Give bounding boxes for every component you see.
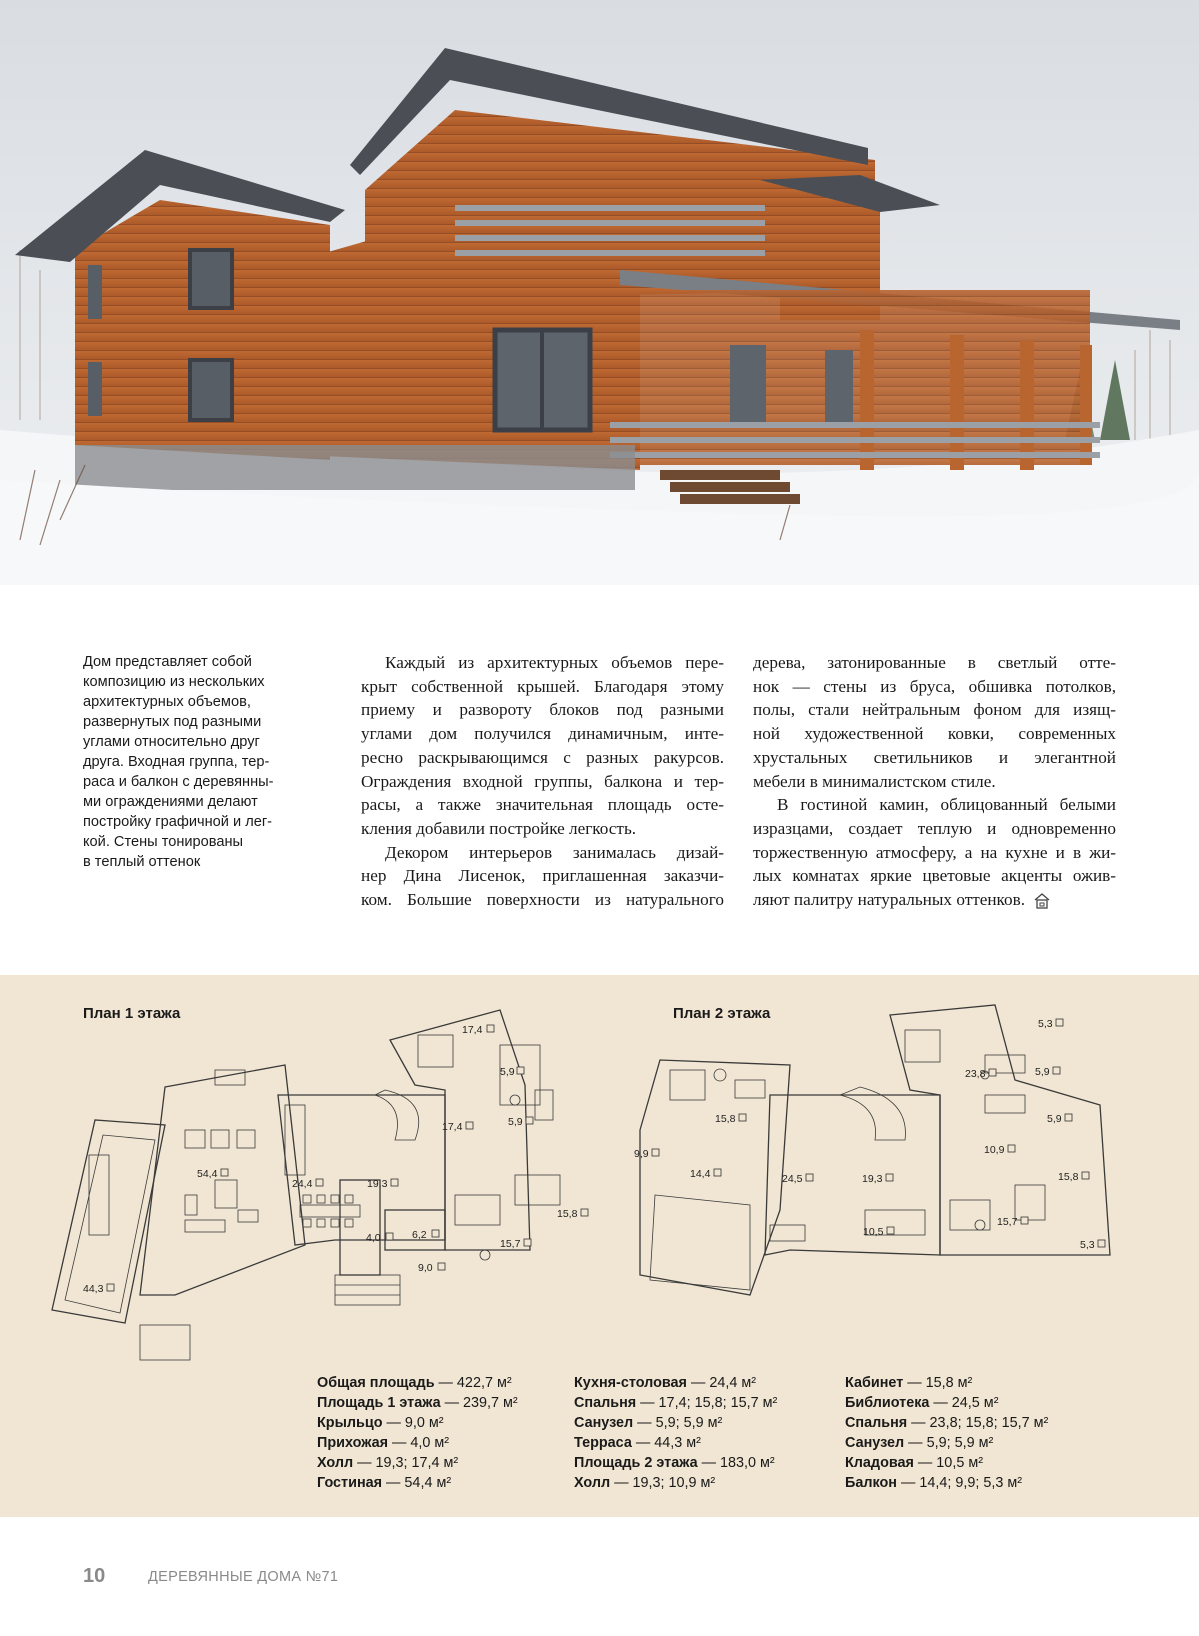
article-line: ком. Большие поверхности из натурального xyxy=(361,890,724,910)
area-label: 10,5 xyxy=(863,1226,884,1238)
floor-plans-section xyxy=(0,975,1199,1517)
stats-row: Кладовая — 10,5 м² xyxy=(845,1455,984,1471)
area-label: 17,4 xyxy=(442,1121,463,1133)
magazine-title: ДЕРЕВЯННЫЕ ДОМА №71 xyxy=(148,1569,339,1585)
area-label: 5,9 xyxy=(1047,1113,1062,1125)
house-end-icon xyxy=(1033,892,1051,910)
area-label: 19,3 xyxy=(367,1178,388,1190)
article-line: хрустальных светильников и элегантной xyxy=(753,747,1116,767)
area-label: 44,3 xyxy=(83,1283,104,1295)
caption-line: композицию из нескольких xyxy=(83,674,265,690)
article-line: дерева, затонированные в светлый отте- xyxy=(753,653,1116,672)
plan-1-area-labels xyxy=(83,1024,588,1295)
plan-1-title: План 1 этажа xyxy=(83,1005,181,1022)
area-label: 4,0 xyxy=(366,1232,381,1244)
area-label: 19,3 xyxy=(862,1173,883,1185)
stats-row: Кабинет — 15,8 м² xyxy=(845,1375,973,1391)
area-label: 10,9 xyxy=(984,1144,1005,1156)
stats-row: Санузел — 5,9; 5,9 м² xyxy=(845,1435,994,1451)
article-line: В гостиной камин, облицованный белыми xyxy=(777,795,1116,815)
article-line: ресно раскрывающимся с разных ракурсов. xyxy=(361,747,724,767)
article-line: приему и развороту блоков под разными xyxy=(361,700,724,720)
article-line: ляют палитру натуральных оттенков. xyxy=(753,890,1026,910)
stats-column-1 xyxy=(317,1373,518,1493)
area-label: 9,0 xyxy=(418,1262,433,1274)
stats-row: Гостиная — 54,4 м² xyxy=(317,1475,452,1491)
stats-row: Холл — 19,3; 10,9 м² xyxy=(574,1475,716,1491)
stats-row: Санузел — 5,9; 5,9 м² xyxy=(574,1415,723,1431)
plan-2-title: План 2 этажа xyxy=(673,1005,771,1022)
article-line: торжественную атмосферу, а на кухне и в жи- xyxy=(753,842,1116,862)
area-label: 54,4 xyxy=(197,1168,218,1180)
article-line: изразцами, создает теплую и одновременно xyxy=(753,818,1116,838)
caption-line: раса и балкон с деревянны- xyxy=(83,774,274,790)
area-label: 15,8 xyxy=(557,1208,578,1220)
stats-column-3 xyxy=(845,1373,1048,1493)
area-label: 15,7 xyxy=(500,1238,521,1250)
area-label: 23,8 xyxy=(965,1068,986,1080)
caption-line: ми ограждениями делают xyxy=(83,794,258,810)
stats-row: Общая площадь — 422,7 м² xyxy=(317,1375,512,1391)
photo-caption xyxy=(83,652,298,872)
stats-row: Балкон — 14,4; 9,9; 5,3 м² xyxy=(845,1475,1023,1491)
area-label: 15,8 xyxy=(1058,1171,1079,1183)
article-line: ной художественной ковки, современных xyxy=(753,724,1116,744)
area-label: 5,3 xyxy=(1080,1239,1095,1251)
caption-line: кой. Стены тонированы xyxy=(83,834,244,850)
house-photo xyxy=(0,0,1199,585)
caption-line: Дом представляет собой xyxy=(83,654,252,670)
plan-2-area-labels xyxy=(634,1018,1105,1251)
article-line: нок — стены из бруса, обшивка потолков, xyxy=(753,676,1116,696)
area-label: 5,9 xyxy=(1035,1066,1050,1078)
area-label: 17,4 xyxy=(462,1024,483,1036)
article-line: крыт собственной крышей. Благодаря этому xyxy=(361,676,724,696)
area-label: 5,9 xyxy=(500,1066,515,1078)
article-line: лых комнатах яркие цветовые акценты ожив- xyxy=(753,866,1116,886)
caption-line: развернутых под разными xyxy=(83,714,262,730)
area-label: 24,4 xyxy=(292,1178,313,1190)
caption-line: друга. Входная группа, тер- xyxy=(83,754,270,770)
caption-line: постройку графичной и лег- xyxy=(83,814,273,830)
stats-row: Холл — 19,3; 17,4 м² xyxy=(317,1455,459,1471)
area-label: 15,7 xyxy=(997,1216,1018,1228)
area-label: 9,9 xyxy=(634,1148,649,1160)
area-label: 5,3 xyxy=(1038,1018,1053,1030)
stats-row: Площадь 1 этажа — 239,7 м² xyxy=(317,1395,518,1411)
area-label: 5,9 xyxy=(508,1116,523,1128)
article-line: Декором интерьеров занималась дизай- xyxy=(385,842,724,862)
article-line: полы, стали нейтральным фоном для изящ- xyxy=(753,700,1116,720)
area-label: 6,2 xyxy=(412,1229,427,1241)
caption-line: углами относительно друг xyxy=(83,734,260,750)
stats-row: Крыльцо — 9,0 м² xyxy=(317,1415,444,1431)
stats-row: Прихожая — 4,0 м² xyxy=(317,1435,450,1451)
stats-column-2 xyxy=(574,1373,777,1493)
area-label: 14,4 xyxy=(690,1168,711,1180)
article-line: Ограждения входной группы, балкона и тер- xyxy=(361,771,724,791)
article-column-right xyxy=(753,651,1116,912)
stats-row: Спальня — 17,4; 15,8; 15,7 м² xyxy=(574,1395,778,1411)
article-line: углами дом получился динамичным, инте- xyxy=(361,724,724,744)
article-line: расы, а также значительная площадь осте- xyxy=(361,795,724,815)
stats-row: Площадь 2 этажа — 183,0 м² xyxy=(574,1455,775,1471)
article-line: кления добавили постройке легкость. xyxy=(361,818,637,838)
area-label: 15,8 xyxy=(715,1113,736,1125)
article-line: нер Дина Лисенок, приглашенная заказчи- xyxy=(361,866,724,886)
stats-row: Кухня-столовая — 24,4 м² xyxy=(574,1375,757,1391)
article-column-middle xyxy=(361,651,724,912)
article-line: Каждый из архитектурных объемов пере- xyxy=(385,653,724,672)
area-label: 24,5 xyxy=(782,1173,803,1185)
page-footer xyxy=(83,1565,339,1591)
caption-line: архитектурных объемов, xyxy=(83,694,251,710)
floor-plan-2 xyxy=(634,995,1170,1305)
stats-row: Спальня — 23,8; 15,8; 15,7 м² xyxy=(845,1415,1049,1431)
article-last-line xyxy=(753,888,1116,912)
floor-plan-1 xyxy=(45,995,625,1345)
page-number: 10 xyxy=(83,1565,106,1587)
article-line: мебели в минималистском стиле. xyxy=(753,771,996,791)
stats-row: Терраса — 44,3 м² xyxy=(574,1435,701,1451)
caption-line: в теплый оттенок xyxy=(83,854,201,870)
stats-row: Библиотека — 24,5 м² xyxy=(845,1395,999,1411)
